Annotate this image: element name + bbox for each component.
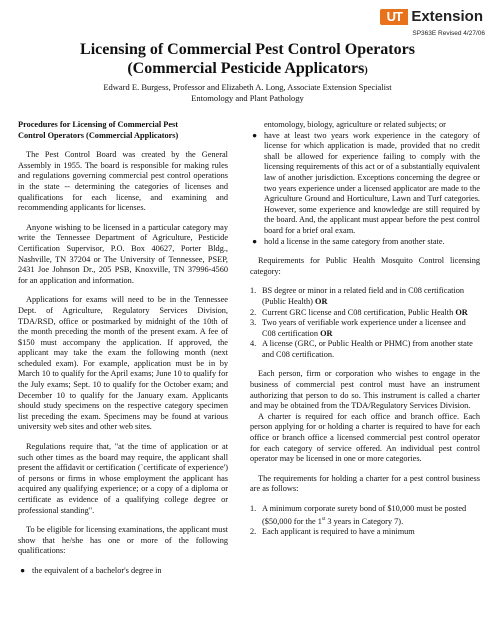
list-item — [250, 308, 480, 319]
ut-logo-mark: UT — [380, 9, 408, 25]
paragraph-regulations: Regulations require that, "at the time of application or at such other times as the board may require, the applicant shall present the affidavit or certification (`certificate of experience') of persons or firms in whose employment the applicant has acquired any qualifying experience; or a copy of a diploma or certificate as evidence of a qualifying college degree or professional standing". — [18, 442, 228, 515]
item-text-end: 3 years in Category 7). — [325, 516, 404, 526]
item-text: Two years of verifiable work experience under a licensee and C08 certification — [262, 318, 466, 338]
paragraph-applications: Applications for exams will need to be in the Tennessee Dept. of Agriculture, Regulatory Services Division, TDA/RSD, office or postmarked by midnight of the 10th of the month preceding the month of the present exam. A fee of $150 must accompany the application. If approved, the applicant may take the exam the following month (next scheduled exam). For example, application must be in by March 10 to qualify for the April exams; June 10 to qualify for the July exams; Sept. 10 to qualify for the October exam; and December 10 to qualify for the January exam. Applicants should study specimens on the respective category specimen list preceding the exam. Specimens may be found at various university web sites and other web sites. — [18, 295, 228, 432]
item-text: Current GRC license and C08 certification, Public Health — [262, 307, 454, 317]
bullet-icon: ● — [20, 565, 26, 575]
list-item — [250, 237, 480, 248]
item-text: BS degree or minor in a related field and in C08 certification (Public Health) — [262, 286, 465, 306]
bullet-icon: ● — [252, 130, 258, 140]
list-item — [250, 286, 480, 307]
right-column — [250, 120, 480, 547]
item-number: 2. — [250, 307, 257, 317]
qualification-list-continued — [250, 120, 480, 247]
paragraph-contact: Anyone wishing to be licensed in a particular category may write the Tennessee Department of Agriculture, Pesticide Certification Supervisor, P.O. Box 40627, Porter Bldg., Nashville, TN 37204 or The University of Tennessee, PSEP, 2431 Joe Johnson Dr., 205 PSB, Knoxville, TN 37996-4560 for an application and information. — [18, 222, 228, 285]
department-line: Entomology and Plant Pathology — [191, 93, 304, 103]
item-text: Each applicant is required to have a minimum — [262, 526, 415, 536]
document-title — [0, 40, 495, 80]
list-item — [18, 566, 228, 577]
heading-line-2: Control Operators (Commercial Applicators) — [18, 130, 179, 140]
qualification-list — [18, 566, 228, 577]
heading-line-1: Procedures for Licensing of Commercial Pest — [18, 120, 178, 129]
item-number: 1. — [250, 286, 257, 296]
bullet-text: hold a license in the same category from another state. — [264, 236, 445, 246]
item-number: 2. — [250, 526, 257, 536]
item-number: 3. — [250, 318, 257, 328]
logo-text: Extension — [411, 8, 483, 25]
list-item: entomology, biology, agriculture or related subjects; or — [264, 120, 446, 129]
paragraph-mosquito: Requirements for Public Health Mosquito Control licensing category: — [250, 256, 480, 276]
item-or: OR — [455, 307, 468, 317]
title-line-2 — [0, 59, 495, 80]
item-or: OR — [320, 328, 333, 338]
charter-requirements-list — [250, 504, 480, 538]
bullet-text: have at least two years work experience in the category of license for which application is made, provided that no credit shall be allowed for experience failing to comply with the licensing requirements of this act or of a substantially equivalent law of another jurisdiction. Exceptions concerning the degree or two years experience under a licensed applicator are made to the Agriculture Ground and Horticulture, Lawn and Turf categories. However, some experience and knowledge are still required by the board. And, the applicant must appear before the pest control board for a brief oral exam. — [264, 130, 480, 235]
authors-line: Edward E. Burgess, Professor and Elizabeth A. Long, Associate Extension Specialist — [103, 82, 392, 92]
title-line-2-end: ) — [364, 65, 368, 76]
title-line-1: Licensing of Commercial Pest Control Operators — [80, 41, 415, 58]
paragraph-charter: Each person, firm or corporation who wishes to engage in the business of commercial pest control must have an instrument authorizing that person to do so. This instrument is called a charter and may be obtained from the TDA/Regulatory Services Division. — [250, 369, 480, 411]
left-column — [18, 120, 228, 586]
list-item — [250, 339, 480, 360]
item-superscript: st — [321, 516, 326, 522]
paragraph-eligibility: To be eligible for licensing examinations, the applicant must show that he/she has one or more of the following qualifications: — [18, 525, 228, 556]
section-heading — [18, 120, 228, 141]
title-line-2-text: (Commercial Pesticide Applicators — [127, 60, 365, 77]
mosquito-requirements-list — [250, 286, 480, 360]
list-item — [250, 504, 480, 527]
item-number: 4. — [250, 339, 257, 349]
list-item — [250, 527, 480, 538]
bullet-icon: ● — [252, 236, 258, 246]
bullet-text: the equivalent of a bachelor's degree in — [32, 565, 162, 575]
publication-code: SP363E Revised 4/27/06 — [412, 30, 485, 37]
item-number: 1. — [250, 504, 257, 513]
paragraph-charter-branch: A charter is required for each office and branch office. Each person applying for or holding a charter is required to have for each office or branch office a licensed commercial pest control operator for each category of service offered. An individual pest control operator may be licensed in one or more categories. — [250, 411, 480, 464]
authors-block — [0, 82, 495, 104]
item-text: A license (GRC, or Public Health or PHMC) from another state and C08 certification. — [262, 339, 473, 359]
paragraph-board: The Pest Control Board was created by the General Assembly in 1955. The board is responsible for making rules and regulations governing commercial pest control operations in the state -- determining the categories of licenses and qualifications for each license, and examining and recommending applicants for licenses. — [18, 150, 228, 213]
extension-logo — [380, 8, 483, 25]
item-or: OR — [315, 296, 328, 306]
paragraph-charter-requirements: The requirements for holding a charter for a pest control business are as follows: — [250, 473, 480, 494]
list-item — [250, 131, 480, 237]
list-item — [250, 318, 480, 339]
item-text: A minimum corporate surety bond of $10,000 must be posted ($50,000 for the 1 — [262, 504, 467, 526]
